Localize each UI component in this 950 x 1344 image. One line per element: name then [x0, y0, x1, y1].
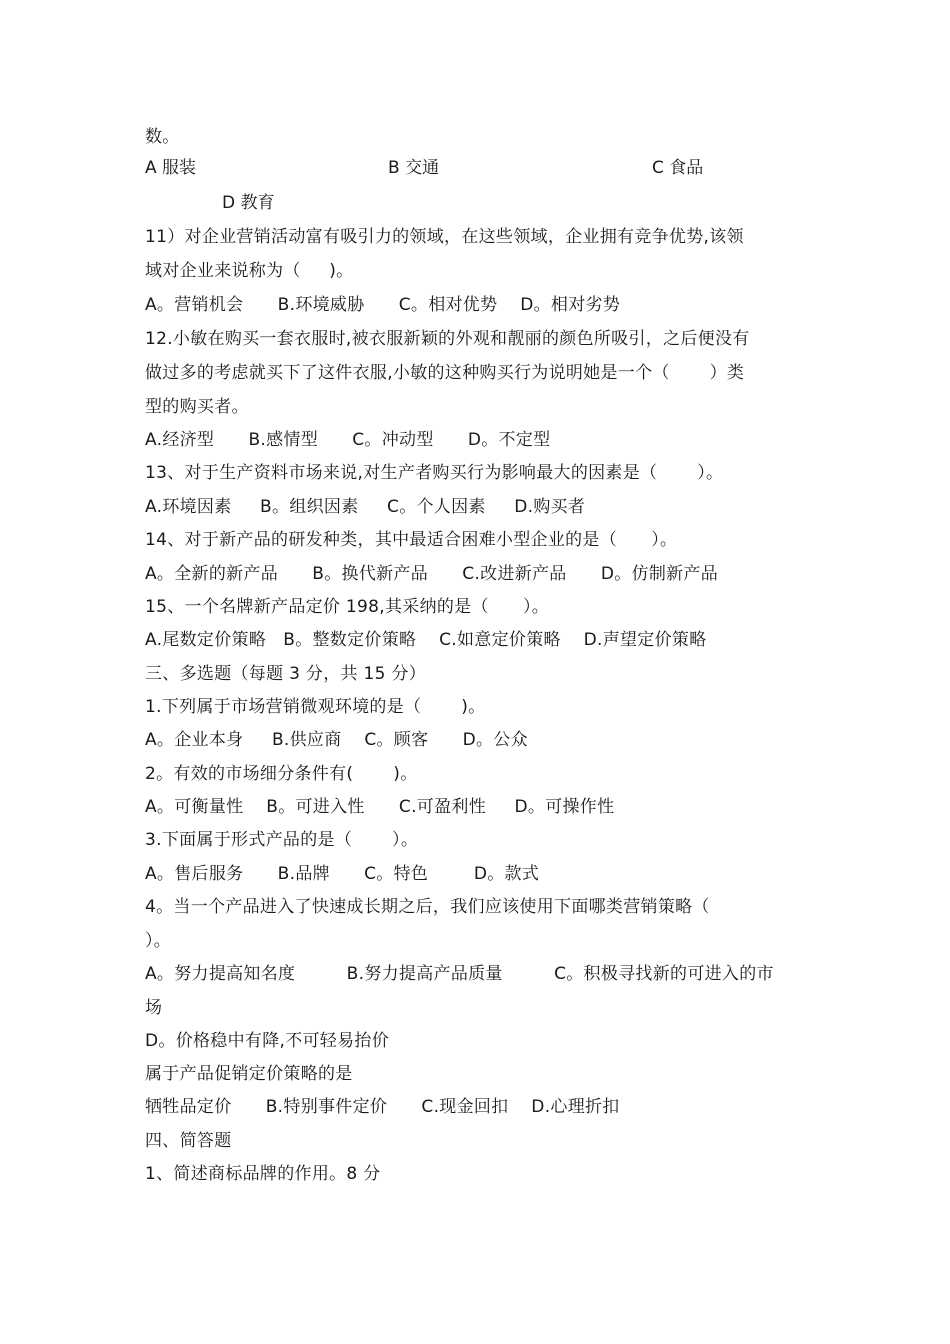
multi-question-4-options: A。努力提高知名度 B.努力提高产品质量 C。积极寻找新的可进入的市: [145, 964, 774, 984]
question-11-line-1: 11）对企业营销活动富有吸引力的领域，在这些领域，企业拥有竞争优势,该领: [145, 227, 744, 247]
question-12-line-1: 12.小敏在购买一套衣服时,被衣服新颖的外观和靓丽的颜色所吸引，之后便没有: [145, 329, 750, 349]
question-12-options: A.经济型 B.感情型 C。冲动型 D。不定型: [145, 430, 551, 450]
multi-question-4-line-2: ）。: [145, 931, 172, 951]
question-11-line-2: 域对企业来说称为（ )。: [145, 261, 354, 281]
question-13-options: A.环境因素 B。组织因素 C。个人因素 D.购买者: [145, 497, 586, 517]
multi-question-4-options-cont: 场: [145, 998, 163, 1018]
multi-question-2-options: A。可衡量性 B。可进入性 C.可盈利性 D。可操作性: [145, 797, 615, 817]
multi-question-3-options: A。售后服务 B.品牌 C。特色 D。款式: [145, 864, 540, 884]
question-14: 14、对于新产品的研发种类，其中最适合困难小型企业的是（ ）。: [145, 530, 678, 550]
question-12-line-3: 型的购买者。: [145, 397, 249, 417]
question-15: 15、一个名牌新产品定价 198,其采纳的是（ ）。: [145, 597, 550, 617]
question-15-options: A.尾数定价策略 B。整数定价策略 C.如意定价策略 D.声望定价策略: [145, 630, 707, 650]
question-14-options: A。全新的新产品 B。换代新产品 C.改进新产品 D。仿制新产品: [145, 564, 719, 584]
multi-question-1: 1.下列属于市场营销微观环境的是（ )。: [145, 697, 486, 717]
text-line: 数。: [145, 127, 180, 147]
option-a: A 服装: [145, 158, 197, 178]
short-answer-1: 1、简述商标品牌的作用。8 分: [145, 1164, 381, 1184]
question-13: 13、对于生产资料市场来说,对生产者购买行为影响最大的因素是（ ）。: [145, 463, 724, 483]
multi-question-1-options: A。企业本身 B.供应商 C。顾客 D。公众: [145, 730, 528, 750]
multi-question-4-option-d: D。价格稳中有降,不可轻易抬价: [145, 1031, 389, 1051]
multi-question-4-line-1: 4。当一个产品进入了快速成长期之后，我们应该使用下面哪类营销策略（: [145, 897, 710, 917]
multi-question-5-options: 牺牲品定价 B.特别事件定价 C.现金回扣 D.心理折扣: [145, 1097, 620, 1117]
option-c: C 食品: [652, 158, 704, 178]
multi-question-2: 2。有效的市场细分条件有( )。: [145, 764, 418, 784]
option-b: B 交通: [388, 158, 440, 178]
multi-question-3: 3.下面属于形式产品的是（ ）。: [145, 830, 419, 850]
section-heading: 四、简答题: [145, 1131, 232, 1151]
question-11-options: A。营销机会 B.环境威胁 C。相对优势 D。相对劣势: [145, 295, 621, 315]
multi-question-5: 属于产品促销定价策略的是: [145, 1064, 353, 1084]
option-d: D 教育: [222, 193, 275, 213]
question-12-line-2: 做过多的考虑就买下了这件衣服,小敏的这种购买行为说明她是一个（ ）类: [145, 363, 745, 383]
section-heading: 三、多选题（每题 3 分，共 15 分）: [145, 664, 427, 684]
